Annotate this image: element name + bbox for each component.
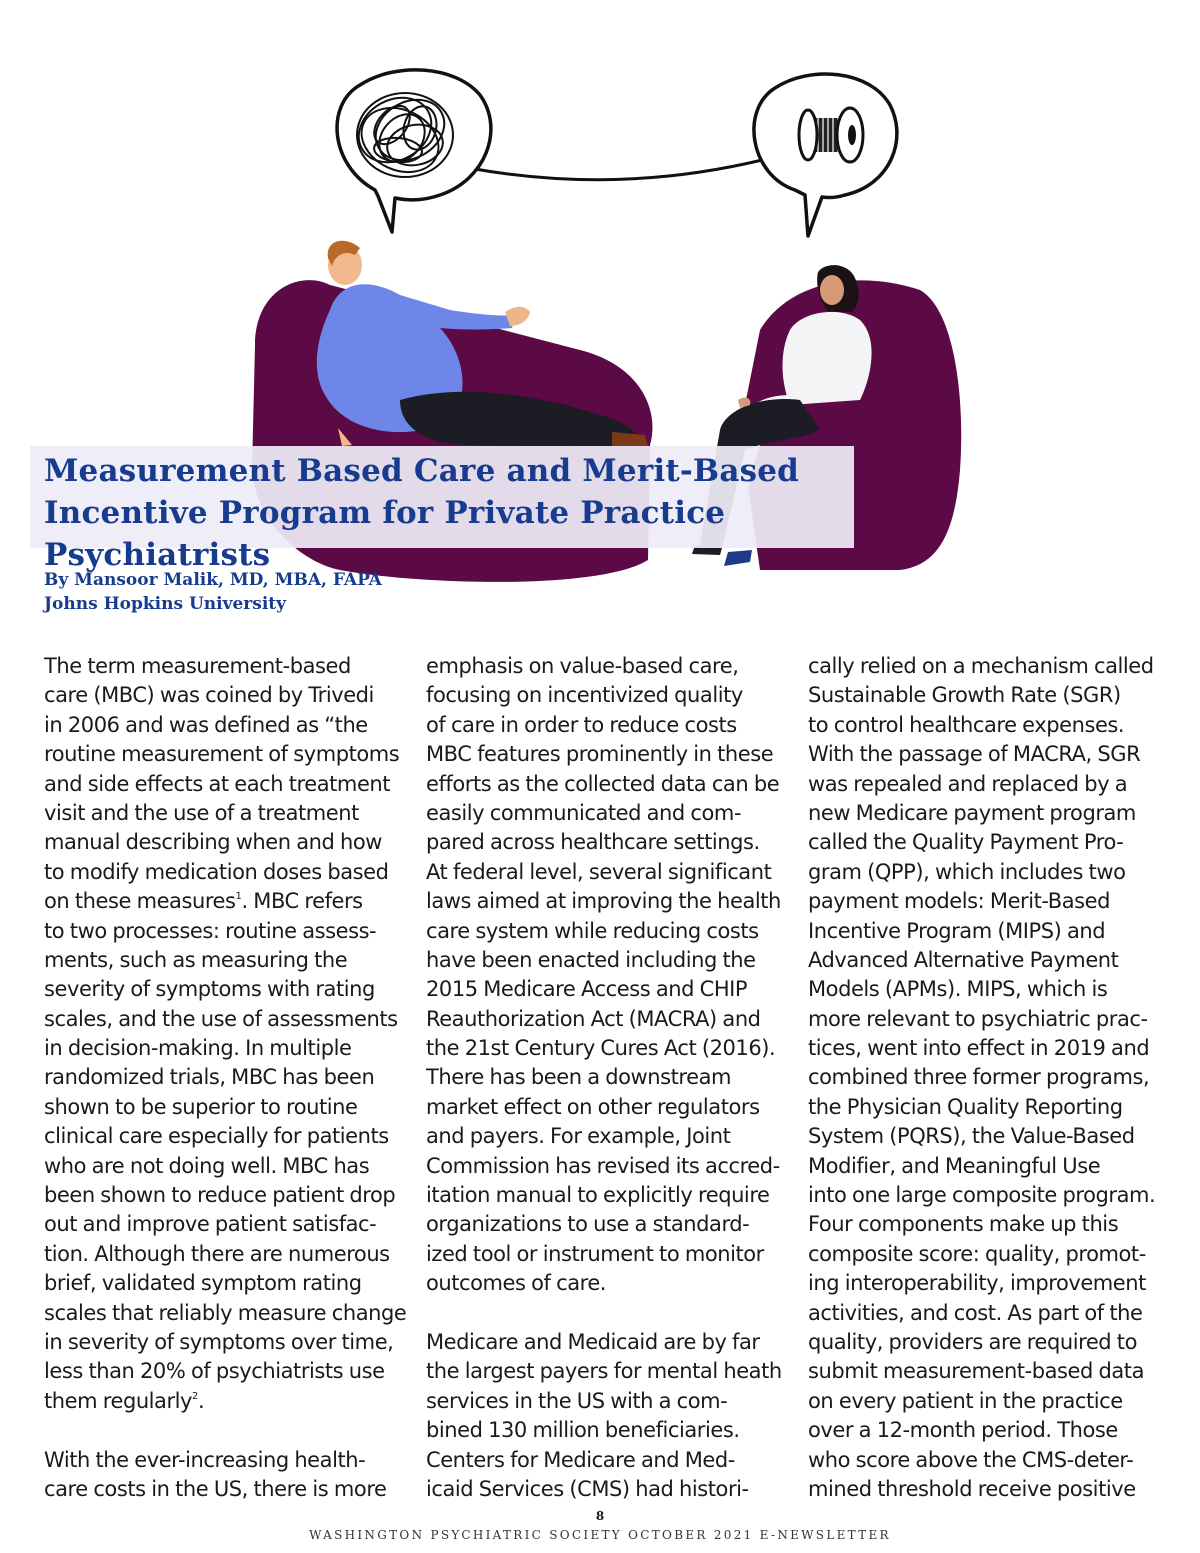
paragraph-gap xyxy=(426,1299,786,1328)
text-line: the Physician Quality Reporting xyxy=(808,1094,1123,1119)
text-line: ing interoperability, improvement xyxy=(808,1271,1146,1296)
text-line: Sustainable Growth Rate (SGR) xyxy=(808,683,1121,708)
text-line xyxy=(44,1387,404,1416)
text-line: bined 130 million beneficiaries. xyxy=(426,1418,740,1443)
text-line: tices, went into effect in 2019 and xyxy=(808,1036,1150,1061)
text-line: to control healthcare expenses. xyxy=(808,712,1125,737)
text-line: was repealed and replaced by a xyxy=(808,771,1128,796)
text-line: mined threshold receive positive xyxy=(808,1476,1136,1501)
text-line: new Medicare payment program xyxy=(808,800,1136,825)
patient-speech-bubble xyxy=(337,70,491,232)
text-line: who are not doing well. MBC has xyxy=(44,1153,370,1178)
text-line: more relevant to psychiatric prac- xyxy=(808,1006,1148,1031)
text-line: System (PQRS), the Value-Based xyxy=(808,1124,1135,1149)
text-line: been shown to reduce patient drop xyxy=(44,1183,396,1208)
text-line: tion. Although there are numerous xyxy=(44,1241,390,1266)
text-line: care costs in the US, there is more xyxy=(44,1476,387,1501)
text-line: in 2006 and was defined as “the xyxy=(44,712,368,737)
text-line: Advanced Alternative Payment xyxy=(808,947,1119,972)
newsletter-footer: WASHINGTON PSYCHIATRIC SOCIETY OCTOBER 2021 E-NEWSLETTER xyxy=(309,1528,891,1542)
text-line: payment models: Merit-Based xyxy=(808,889,1110,914)
text-line: into one large composite program. xyxy=(808,1183,1156,1208)
text-line: who score above the CMS-deter- xyxy=(808,1447,1134,1472)
text-line: emphasis on value-based care, xyxy=(426,654,739,678)
text-line: Reauthorization Act (MACRA) and xyxy=(426,1006,761,1031)
text-line: routine measurement of symptoms xyxy=(44,742,400,767)
text-line: organizations to use a standard- xyxy=(426,1212,750,1237)
author-affiliation: Johns Hopkins University xyxy=(44,594,287,614)
text-line: icaid Services (CMS) had histori- xyxy=(426,1476,749,1501)
text-line: itation manual to explicitly require xyxy=(426,1183,770,1208)
text-line: submit measurement-based data xyxy=(808,1359,1144,1384)
text-line: With the ever-increasing health- xyxy=(44,1447,366,1472)
text-line: over a 12-month period. Those xyxy=(808,1418,1118,1443)
text-line: out and improve patient satisfac- xyxy=(44,1212,377,1237)
text-line: and side effects at each treatment xyxy=(44,771,391,796)
text-line: ized tool or instrument to monitor xyxy=(426,1241,764,1266)
article-column-3 xyxy=(808,652,1168,1504)
text-line: to modify medication doses based xyxy=(44,859,389,884)
text-line: MBC features prominently in these xyxy=(426,742,774,767)
text-line: Medicare and Medicaid are by far xyxy=(426,1329,760,1354)
text-line: laws aimed at improving the health xyxy=(426,889,781,914)
text-line: and payers. For example, Joint xyxy=(426,1124,731,1149)
text-line: ments, such as measuring the xyxy=(44,947,348,972)
article-column-2 xyxy=(426,652,786,1504)
text-line: The term measurement-based xyxy=(44,654,351,678)
text-line: Four components make up this xyxy=(808,1212,1119,1237)
text-line: composite score: quality, promot- xyxy=(808,1241,1146,1266)
text-line: quality, providers are required to xyxy=(808,1329,1137,1354)
author-name: By Mansoor Malik, MD, MBA, FAPA xyxy=(44,570,382,590)
text-line: cally relied on a mechanism called xyxy=(808,654,1154,678)
text-line: in decision-making. In multiple xyxy=(44,1036,352,1061)
paragraph-gap xyxy=(44,1416,404,1445)
text-line: market effect on other regulators xyxy=(426,1094,760,1119)
text-line: gram (QPP), which includes two xyxy=(808,859,1126,884)
text-line: have been enacted including the xyxy=(426,947,756,972)
text-line: Modifier, and Meaningful Use xyxy=(808,1153,1101,1178)
byline xyxy=(44,568,382,616)
page-number: 8 xyxy=(595,1509,605,1523)
text-line: care (MBC) was coined by Trivedi xyxy=(44,683,374,708)
text-line: to two processes: routine assess- xyxy=(44,918,377,943)
text-segment: . MBC refers xyxy=(241,889,363,914)
text-line: Commission has revised its accred- xyxy=(426,1153,780,1178)
text-line: Models (APMs). MIPS, which is xyxy=(808,977,1108,1002)
footnote-marker: 2 xyxy=(192,1390,198,1402)
text-line: manual describing when and how xyxy=(44,830,383,855)
text-line: efforts as the collected data can be xyxy=(426,771,780,796)
text-line: focusing on incentivized quality xyxy=(426,683,743,708)
text-line: visit and the use of a treatment xyxy=(44,800,359,825)
footnote-marker: 1 xyxy=(235,891,242,903)
text-line: in severity of symptoms over time, xyxy=(44,1329,394,1354)
text-line: brief, validated symptom rating xyxy=(44,1271,362,1296)
text-line: 2015 Medicare Access and CHIP xyxy=(426,977,748,1002)
article-title: Measurement Based Care and Merit-Based Incentive Program for Private Practice Psychiatrists xyxy=(44,453,800,573)
text-line: care system while reducing costs xyxy=(426,918,759,943)
text-line: With the passage of MACRA, SGR xyxy=(808,742,1141,767)
text-line: activities, and cost. As part of the xyxy=(808,1300,1143,1325)
text-line: easily communicated and com- xyxy=(426,800,742,825)
text-line: less than 20% of psychiatrists use xyxy=(44,1359,385,1384)
text-line: There has been a downstream xyxy=(426,1065,732,1090)
text-line: the largest payers for mental heath xyxy=(426,1359,782,1384)
text-segment: . xyxy=(197,1388,205,1413)
text-line: combined three former programs, xyxy=(808,1065,1150,1090)
text-line: Centers for Medicare and Med- xyxy=(426,1447,735,1472)
text-line: of care in order to reduce costs xyxy=(426,712,737,737)
text-line: pared across healthcare settings. xyxy=(426,830,760,855)
therapist-speech-bubble xyxy=(754,74,897,236)
text-line: called the Quality Payment Pro- xyxy=(808,830,1124,855)
text-line: on every patient in the practice xyxy=(808,1388,1123,1413)
text-line: scales that reliably measure change xyxy=(44,1300,407,1325)
text-line: shown to be superior to routine xyxy=(44,1094,358,1119)
text-line: clinical care especially for patients xyxy=(44,1124,389,1149)
article-column-1 xyxy=(44,652,407,1504)
text-line: Incentive Program (MIPS) and xyxy=(808,918,1106,943)
text-line: outcomes of care. xyxy=(426,1271,607,1296)
text-line: scales, and the use of assessments xyxy=(44,1006,398,1031)
text-line: the 21st Century Cures Act (2016). xyxy=(426,1036,776,1061)
text-line: At federal level, several significant xyxy=(426,859,772,884)
text-line: severity of symptoms with rating xyxy=(44,977,375,1002)
text-line: randomized trials, MBC has been xyxy=(44,1065,375,1090)
text-segment: them regularly xyxy=(44,1388,193,1413)
text-line xyxy=(44,887,404,916)
text-line: services in the US with a com- xyxy=(426,1388,728,1413)
text-segment: on these measures xyxy=(44,889,236,914)
